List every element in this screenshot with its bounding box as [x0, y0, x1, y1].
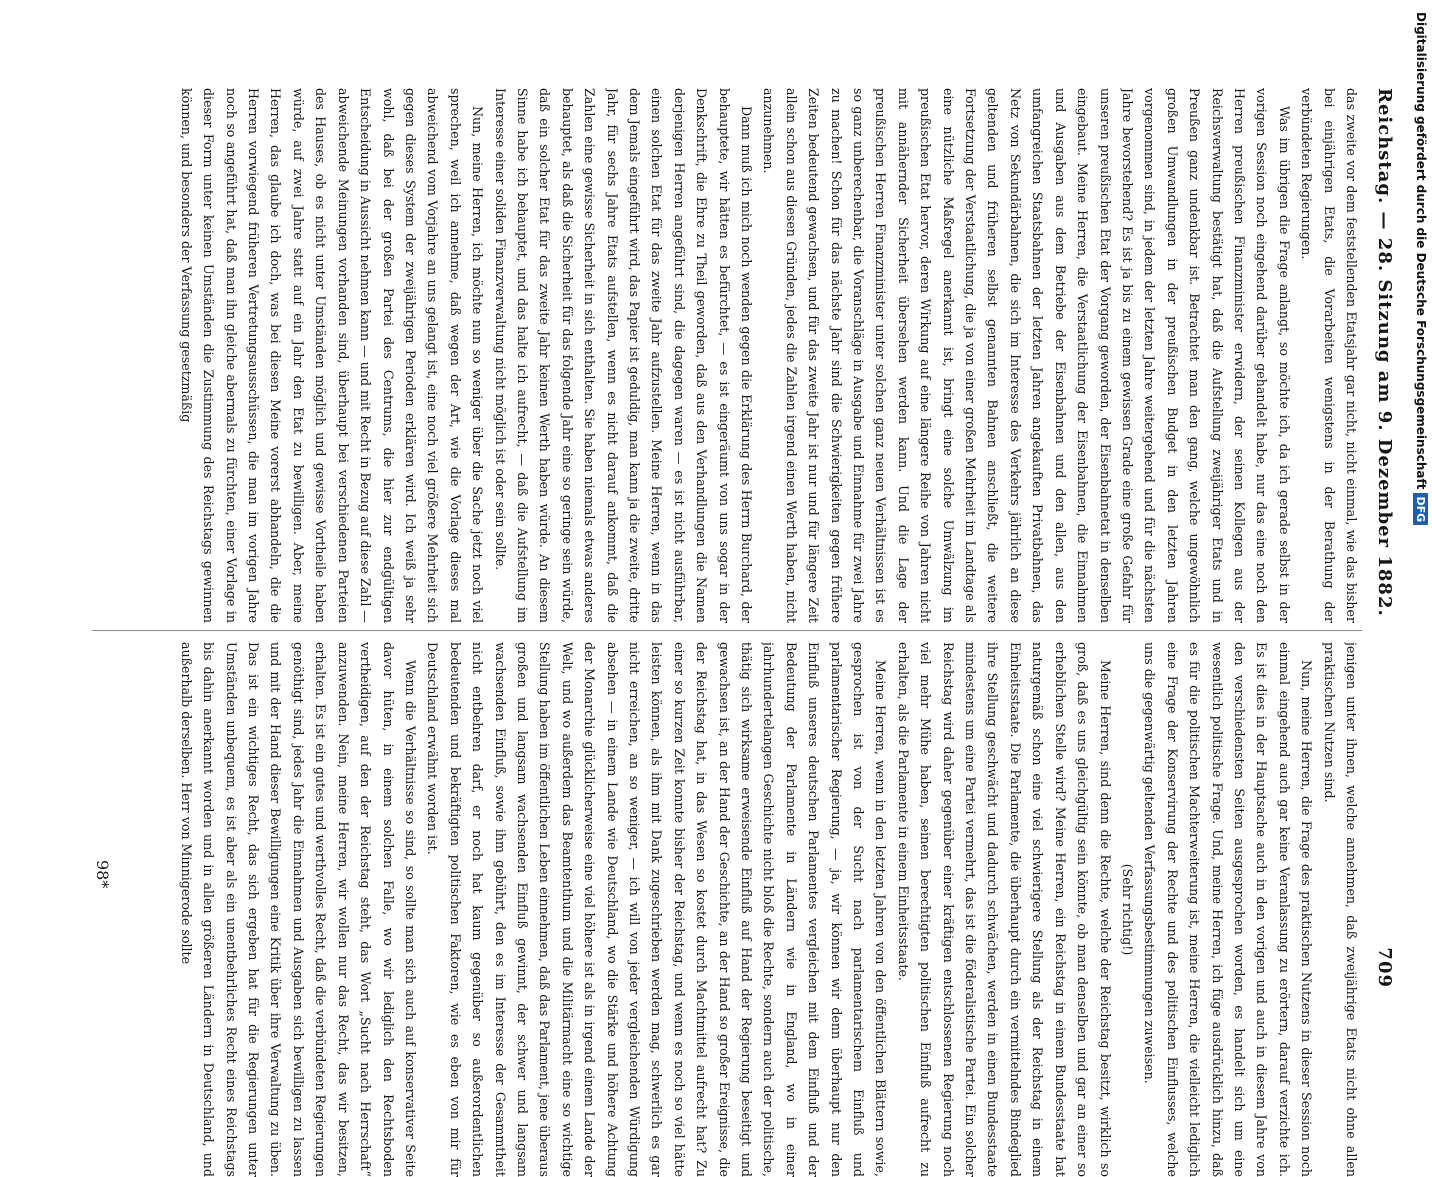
paragraph: Nun, meine Herren, ich möchte nun so weniger über die Sache jetzt noch viel sprechen, weil ich annehme, daß wegen der Art, wie die Vorlage dieses mal abweichend vom Vorjahre an uns gelangt ist, eine noch viel größere Mehrheit sich gegen dieses System der zweijährigen Perioden erklären wird. Ich weiß ja sehr wohl, daß bei der großen Partei des Centrums, die hier zur endgültigen Entscheidung in Aussicht nehmen kann — und mit Recht in Bezug auf diese Zahl — abweichende Meinungen vorhanden sind, überhaupt bei verschiedenen Parteien des Hauses, ob es nicht unter Umständen möglich und gewisse Vortheile haben würde, auf zwei Jahre statt auf ein Jahr den Etat zu bewilligen. Aber, meine Herren, das glaube ich doch, was bei diesen Meine vorerst abhandeln, die die Herren vorwiegend früheren Vertretungsausschüssen, die man im vorigen Jahre noch so angeführt hat, daß man ihn gleiche abermals zu fürchten, einer Vorlage in dieser Form unter keinen Umständen die Zustimmung des Reichstags gewinnen können, und besonders der Verfassung gesetzmäßig — [178, 88, 486, 623]
paragraph: jenigen unter ihnen, welche annehmen, daß zweijährige Etats nicht ohne allen praktischen Nutzen sind. — [1321, 642, 1359, 1177]
watermark-text: Digitalisierung gefördert durch die Deutsche Forschungsgemeinschaft — [1414, 12, 1428, 490]
paragraph: Meine Herren, sind denn die Rechte, welche der Reichstag besitzt, wirklich so groß, daß es uns gleichgültig sein könnte, ob man denselben und gar an einer so erheblichen Stelle wird? Meine Herren, ein Reichstag in einem Bundesstaate hat naturgemäß schon eine viel schwierigere Stellung als der Reichstag in einem Einheitsstaate. Die Parlamente, die überhaupt durch ein vermittelndes Bindeglied ihre Stellung geschwächt und dadurch schwächen, werden in einen Bundesstaate mindestens um eine Partei vermehrt, das ist die föderalistische Partei. Ein solcher Reichstag wird daher gegenüber einer kräftigen entschlossenen Regierung noch viel mehr Mühe haben, seinen berechtigten politischen Einfluß aufrecht zu erhalten, als die Parlamente in einem Einheitsstaate. — [895, 642, 1113, 1177]
left-text-column — [70, 88, 1362, 623]
paragraph: Meine Herren, wenn in den letzten Jahren von den öffentlichen Blättern sowie, gesprochen ist von der Sucht nach parlamentarischem Einfluß und parlamentarischer Regierung, — ja, wir können wir denn überhaupt nur den Einfluß unseres deutschen Parlamentes vergleichen mit dem Einfluß und der Bedeutung der Parlamente in Ländern wie in England, wo in einer jahrhundertelangen Geschichte nicht bloß die Rechte, sondern auch der politische, thätig sich wirksame erweisende Einfluß auf Hand der Regierung beseitigt und gewachsen ist, an der Hand der Geschichte, an der Hand so großer Ereignisse, die der Reichstag hat, in das Wesen so kostet durch Machtmittel aufrecht hat? Zu einer so kurzen Zeit konnte bisher der Reichstag, und wenn es noch so viel hätte leisten können, als ihm mit Dank zugeschrieben werden mag, schwerlich es gar nicht erreichen, an so weniger, — ich will von jeder vergleichenden Würdigung absehen — in einem Lande wie Deutschland, wo die Stärke und höhere Achtung der Monarchie glücklicherweise eine viel höhere ist als in irgend einem Lande der Welt, und wo außerdem das Beamtenthum und die Militärmacht eine so wichtige Stellung haben im öffentlichen Leben einnehmen, daß das Parlament, jene überaus großen und langsam wachsenden Einfluß gewinnt, der schwer und langsam wachsenden Einfluß, sowie ihm gebührt, den es im Interesse der Gesammtheit nicht entbehren darf, er noch hat kaum gegenüber so außerordentlichen bedeutenden und bekräftigten politischen Faktoren, wie es eben von mir für Deutschland erwähnt worden ist. — [425, 642, 889, 1177]
scanned-page — [48, 0, 1408, 1177]
column-divider — [92, 630, 1362, 631]
page-number: 709 — [1374, 947, 1396, 988]
paragraph: Was im übrigen die Frage anlangt, so möchte ich, da ich gerade selbst in der vorigen Session noch eingehend darüber gehandelt habe, nur das eine noch den Herren preußischen Finanzminister erwidern, der seinen Kollegen aus der Reichsverwaltung bestätigt hat, daß die Aufstellung zweijähriger Etats und in Preußen ganz undenkbar ist. Betrachtet man den gang, welche ungewöhnlich großen Umwandlungen in der preußischen Budget in den letzten Jahren vorgenommen sind, in jedem der letzten Jahre weitergehend und für die nächsten Jahre bevorstehend? Es ist ja bis zu einem gewissen Grade eine große Gefahr für unseren preußischen Etat der Vorgang geworden, der Eisenbahnetat in denselben eingebaut. Meine Herren, die Verstaatlichung der Eisenbahnen, die Einnahmen und Ausgaben aus dem Betriebe der Eisenbahnen und den allen, aus den umfangreichen Staatsbahnen der letzten Jahren angekauften Privatbahnen, das Netz von Sekundärbahnen, die sich im Interesse des Verkehrs jährlich an diese geltenden und früheren selbst genannten Bahnen anschließt, die weitere Fortsetzung der Verstaatlichung, die ja von einer großen Mehrheit im Landtage als eine nützliche Maßregel anerkannt ist, bringt eine solche Umwälzung im preußischen Etat hervor, deren Wirkung auf eine längere Reihe von Jahren nicht mit annähernder Sicherheit übersehen werden kann. Und die Lage der preußischen Herren Finanzminister unter solchen ganz neuen Verhältnissen ist es so ganz unberechenbar, die Voranschläge in Ausgabe und Einnahme für zwei Jahre zu machen! Schon für das nächste Jahr sind die Schwierigkeiten gegen frühere Zeiten bedeutend gewachsen, und für das zweite Jahr ist nur und für längere Zeit allein schon aus diesen Gründen, jedes die Zahlen irgend einen Werth haben, nicht anzunehmen. — [761, 88, 1292, 623]
running-head — [1370, 88, 1400, 988]
paragraph: das zweite vor dem feststellenden Etatsjahr gar nicht, nicht einmal, wie das bisher bei einjährigen Etats, die Vorarbeiten wenigstens in der Berathung der verbündeten Regierungen. — [1299, 88, 1359, 623]
sheet-number: 98* — [93, 860, 112, 889]
paragraph: Nun, meine Herren, die Frage des praktischen Nutzens in dieser Session noch einmal eingehend auch gar keine Veranlassung zu erörtern, darauf verzichte ich. Es ist dies in der Hauptsache auch in den vorigen und auch in diesem Jahre von den verschiedensten Seiten ausgesprochen worden, es handelt sich um eine wesentlich politische Frage. Und, meine Herren, ich füge ausdrücklich hinzu, daß es für die politischen Machterweiterung ist, meine Herren, die vielleicht lediglich eine Frage der Konservirung der Rechte und des politischen Einflusses, welche uns die gegenwärtig geltenden Verfassungsbestimmungen zuweisen. — [1142, 642, 1315, 1177]
paragraph: Wenn die Verhältnisse so sind, so sollte man sich auch auf konservativer Seite davor hüten, in einem solchen Falle, wo wir lediglich den Rechtsboden vertheidigen, auf den der Reichstag steht, das Wort „Sucht nach Herrschaft“ anzuwenden. Nein, meine Herren, wir wollen nur das Recht, das wir besitzen, erhalten. Es ist ein gutes und werthvolles Recht, daß die verbündeten Regierungen genöthigt sind, jedes Jahr die Einnahmen und Ausgaben sich bewilligen zu lassen und mit der Hand dieser Bewilligungen eine Kritik über ihre Verwaltung zu üben. Das ist ein wichtiges Recht, das sich ergeben hat für die Regierungen unter Umständen unbequem, es ist aber als ein unentbehrliches Recht eines Reichstags bis dahin anerkannt worden und in allen größeren Ländern in Deutschland, und außerhalb derselben. Herr von Minnigerode sollte — [178, 642, 418, 1177]
dfg-logo-icon: DFG — [1414, 493, 1429, 525]
paragraph: Dann muß ich mich noch wenden gegen die Erklärung des Herrn Burchard, der behauptete, wir hätten es befürchtet, — es ist eingeräumt von uns sogar in der Denkschrift, die Ehre zu Theil geworden, daß aus den Verhandlungen die Namen derjenigen Herren angeführt sind, die dagegen waren — es ist nicht ausführbar, einen solchen Etat für das zweite Jahr aufzustellen. Meine Herren, wenn in das dem Jemals eingeführt wird, das Papier ist geduldig, man kann ja die zweite, dritte Jahr, für sechs Jahre Etats aufstellen, wenn es nicht darauf ankommt, daß die Zahlen eine gewisse Sicherheit in sich enthalten. Sie haben niemals etwas anderes behauptet, als daß die Sicherheit für das folgende Jahr eine so geringe sein würde, daß ein solcher Etat für das zweite Jahr keinen Werth haben würde. An diesem Sinne habe ich behauptet, und das halte ich aufrecht, — daß die Aufstellung im Interesse einer soliden Finanzverwaltung nicht möglich ist oder sein sollte. — [492, 88, 755, 623]
running-head-title: Reichstag. — 28. Sitzung am 9. Dezember 1882. — [1374, 88, 1396, 617]
right-text-column — [102, 642, 1362, 1177]
interjection: (Sehr richtig!) — [1119, 863, 1135, 956]
dfg-watermark — [1414, 6, 1432, 1006]
